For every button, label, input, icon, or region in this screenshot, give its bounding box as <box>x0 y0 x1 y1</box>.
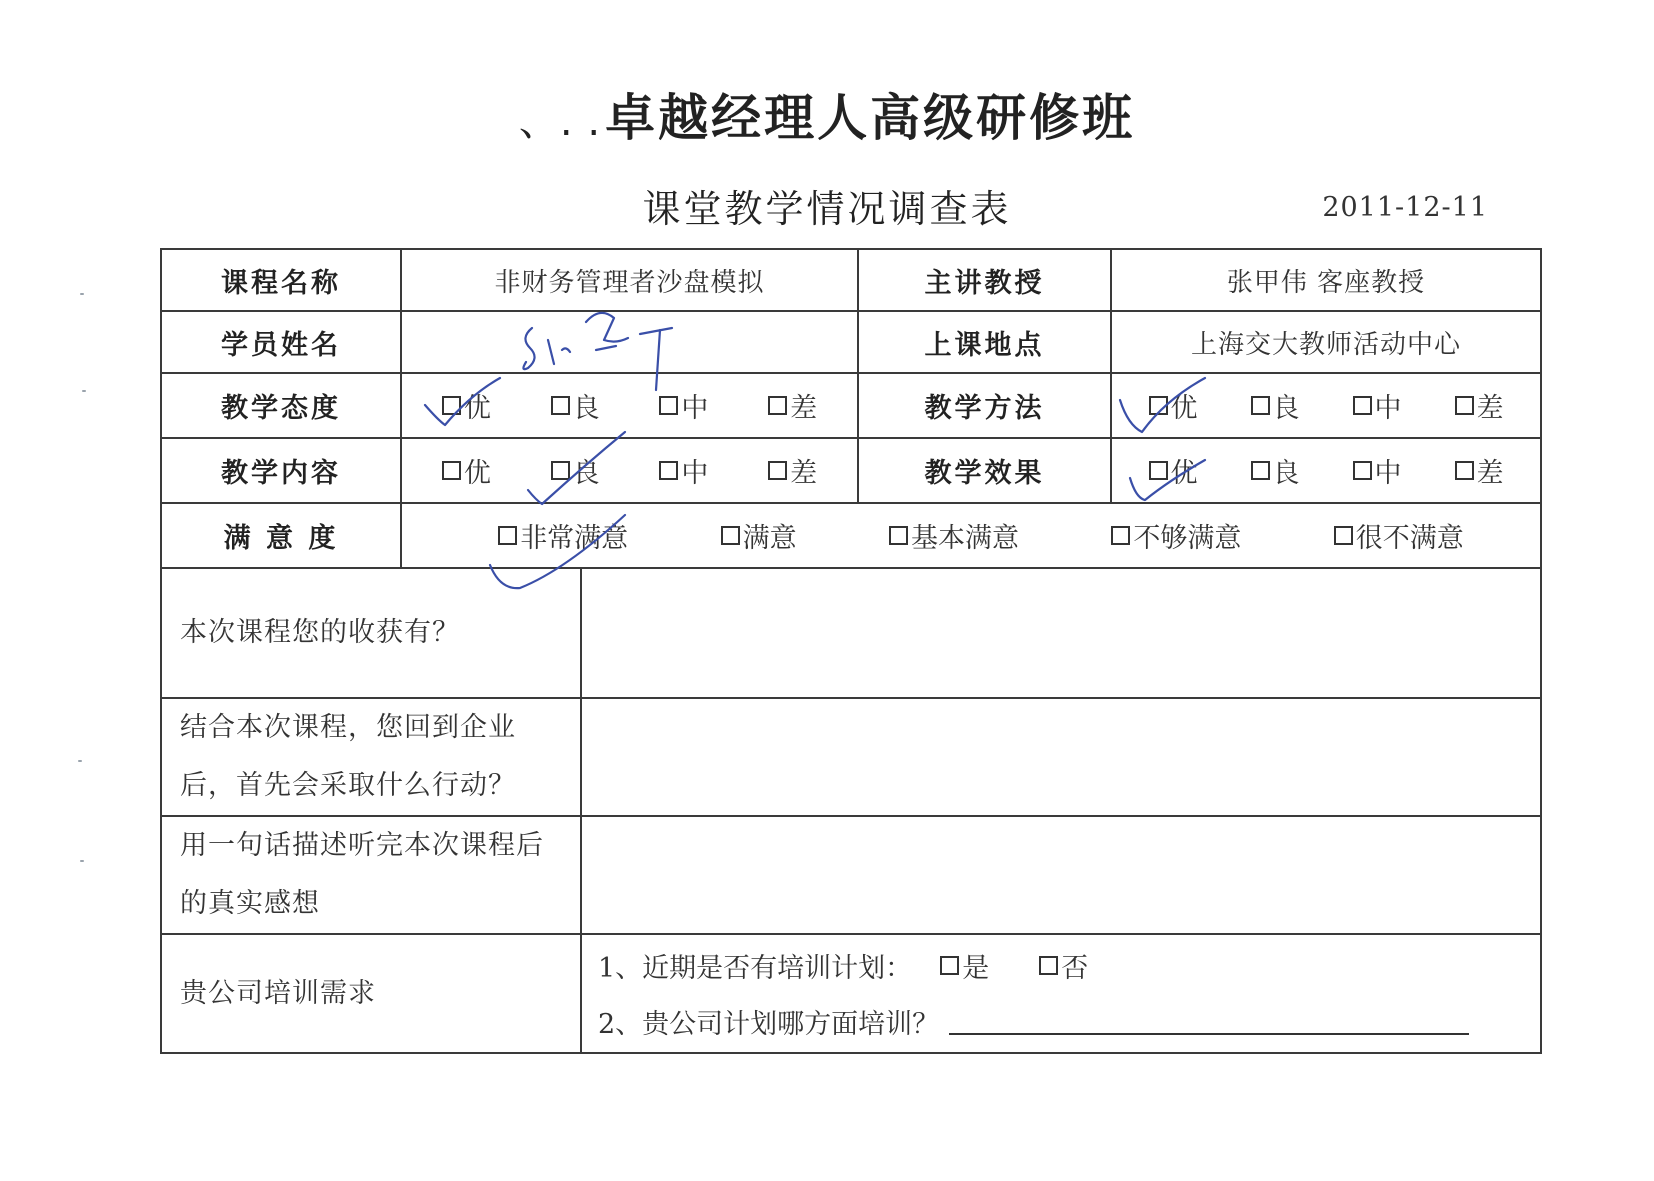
checkbox-icon[interactable] <box>1353 461 1372 480</box>
checkbox-icon[interactable] <box>768 461 787 480</box>
attitude-option-fair[interactable]: 中 <box>659 386 708 425</box>
checkbox-icon[interactable] <box>1149 396 1168 415</box>
title-text: 卓越经理人高级研修班 <box>605 89 1136 147</box>
scan-speck <box>80 293 84 295</box>
location-label: 上课地点 <box>858 311 1111 373</box>
checkbox-icon[interactable] <box>659 396 678 415</box>
effect-option-poor[interactable]: 差 <box>1455 451 1504 490</box>
checkbox-icon[interactable] <box>1334 526 1353 545</box>
teaching-content-label: 教学内容 <box>161 438 401 503</box>
checkbox-icon[interactable] <box>940 956 959 975</box>
row-student <box>161 311 1541 373</box>
row-course <box>161 249 1541 311</box>
method-option-good[interactable]: 良 <box>1251 386 1300 425</box>
question-gain: 本次课程您的收获有？ <box>161 568 581 698</box>
survey-date: 2011-12-11 <box>1322 192 1488 223</box>
teaching-method-label: 教学方法 <box>858 373 1111 438</box>
question-action: 结合本次课程，您回到企业后，首先会采取什么行动？ <box>161 698 581 816</box>
method-option-excellent[interactable]: 优 <box>1149 386 1198 425</box>
satisfaction-label: 满 意 度 <box>161 503 401 568</box>
training-q1-text: 1、近期是否有培训计划： <box>598 953 913 984</box>
question-feeling: 用一句话描述听完本次课程后的真实感想 <box>161 816 581 934</box>
checkbox-icon[interactable] <box>1455 396 1474 415</box>
row-content-effect <box>161 438 1541 503</box>
student-name-field[interactable] <box>401 311 858 373</box>
course-name-label: 课程名称 <box>161 249 401 311</box>
row-satisfaction <box>161 503 1541 568</box>
satisfaction-not-satisfied-enough[interactable]: 不够满意 <box>1111 516 1241 555</box>
checkbox-icon[interactable] <box>659 461 678 480</box>
course-name-value: 非财务管理者沙盘模拟 <box>401 249 858 311</box>
checkbox-icon[interactable] <box>1149 461 1168 480</box>
checkbox-icon[interactable] <box>889 526 908 545</box>
row-action <box>161 698 1541 816</box>
satisfaction-satisfied[interactable]: 满意 <box>721 516 797 555</box>
method-option-poor[interactable]: 差 <box>1455 386 1504 425</box>
sub-title: 课堂教学情况调查表 <box>642 187 1012 231</box>
scan-speck <box>82 390 86 392</box>
location-value: 上海交大教师活动中心 <box>1111 311 1541 373</box>
content-option-good[interactable]: 良 <box>551 451 600 490</box>
lecturer-value: 张甲伟 客座教授 <box>1111 249 1541 311</box>
teaching-method-options <box>1111 373 1541 438</box>
satisfaction-options <box>401 503 1541 568</box>
content-option-fair[interactable]: 中 <box>659 451 708 490</box>
satisfaction-basically-satisfied[interactable]: 基本满意 <box>889 516 1019 555</box>
teaching-effect-label: 教学效果 <box>858 438 1111 503</box>
training-q2-text: 2、贵公司计划哪方面培训？ <box>598 1009 940 1040</box>
checkbox-icon[interactable] <box>1111 526 1130 545</box>
lecturer-label: 主讲教授 <box>858 249 1111 311</box>
content-option-poor[interactable]: 差 <box>768 451 817 490</box>
survey-table <box>160 248 1542 1054</box>
attitude-option-excellent[interactable]: 优 <box>442 386 491 425</box>
training-q1-line <box>582 938 1540 994</box>
training-need-label: 贵公司培训需求 <box>161 934 581 1053</box>
content-option-excellent[interactable]: 优 <box>442 451 491 490</box>
checkbox-icon[interactable] <box>1455 461 1474 480</box>
title-dots: 、. . <box>518 99 602 145</box>
training-plan-no[interactable]: 否 <box>1039 946 1088 985</box>
checkbox-icon[interactable] <box>768 396 787 415</box>
checkbox-icon[interactable] <box>498 526 517 545</box>
training-q2-answer-line[interactable] <box>949 1009 1469 1035</box>
training-plan-yes[interactable]: 是 <box>940 946 989 985</box>
scan-speck <box>78 760 82 762</box>
checkbox-icon[interactable] <box>721 526 740 545</box>
effect-option-fair[interactable]: 中 <box>1353 451 1402 490</box>
answer-action-field[interactable] <box>581 698 1541 816</box>
checkbox-icon[interactable] <box>1251 396 1270 415</box>
row-gain <box>161 568 1541 698</box>
checkbox-icon[interactable] <box>1353 396 1372 415</box>
student-name-label: 学员姓名 <box>161 311 401 373</box>
teaching-effect-options <box>1111 438 1541 503</box>
answer-feeling-field[interactable] <box>581 816 1541 934</box>
satisfaction-very-satisfied[interactable]: 非常满意 <box>498 516 628 555</box>
checkbox-icon[interactable] <box>551 396 570 415</box>
main-title <box>0 78 1654 150</box>
scan-speck <box>80 860 84 862</box>
checkbox-icon[interactable] <box>1039 956 1058 975</box>
checkbox-icon[interactable] <box>1251 461 1270 480</box>
row-feeling <box>161 816 1541 934</box>
training-need-answers <box>581 934 1541 1053</box>
teaching-content-options <box>401 438 858 503</box>
attitude-option-good[interactable]: 良 <box>551 386 600 425</box>
satisfaction-very-unsatisfied[interactable]: 很不满意 <box>1334 516 1464 555</box>
effect-option-good[interactable]: 良 <box>1251 451 1300 490</box>
checkbox-icon[interactable] <box>442 461 461 480</box>
checkbox-icon[interactable] <box>442 396 461 415</box>
method-option-fair[interactable]: 中 <box>1353 386 1402 425</box>
checkbox-icon[interactable] <box>551 461 570 480</box>
answer-gain-field[interactable] <box>581 568 1541 698</box>
effect-option-excellent[interactable]: 优 <box>1149 451 1198 490</box>
teaching-attitude-options <box>401 373 858 438</box>
teaching-attitude-label: 教学态度 <box>161 373 401 438</box>
training-q2-line <box>582 994 1540 1050</box>
row-attitude-method <box>161 373 1541 438</box>
row-training-need <box>161 934 1541 1053</box>
attitude-option-poor[interactable]: 差 <box>768 386 817 425</box>
